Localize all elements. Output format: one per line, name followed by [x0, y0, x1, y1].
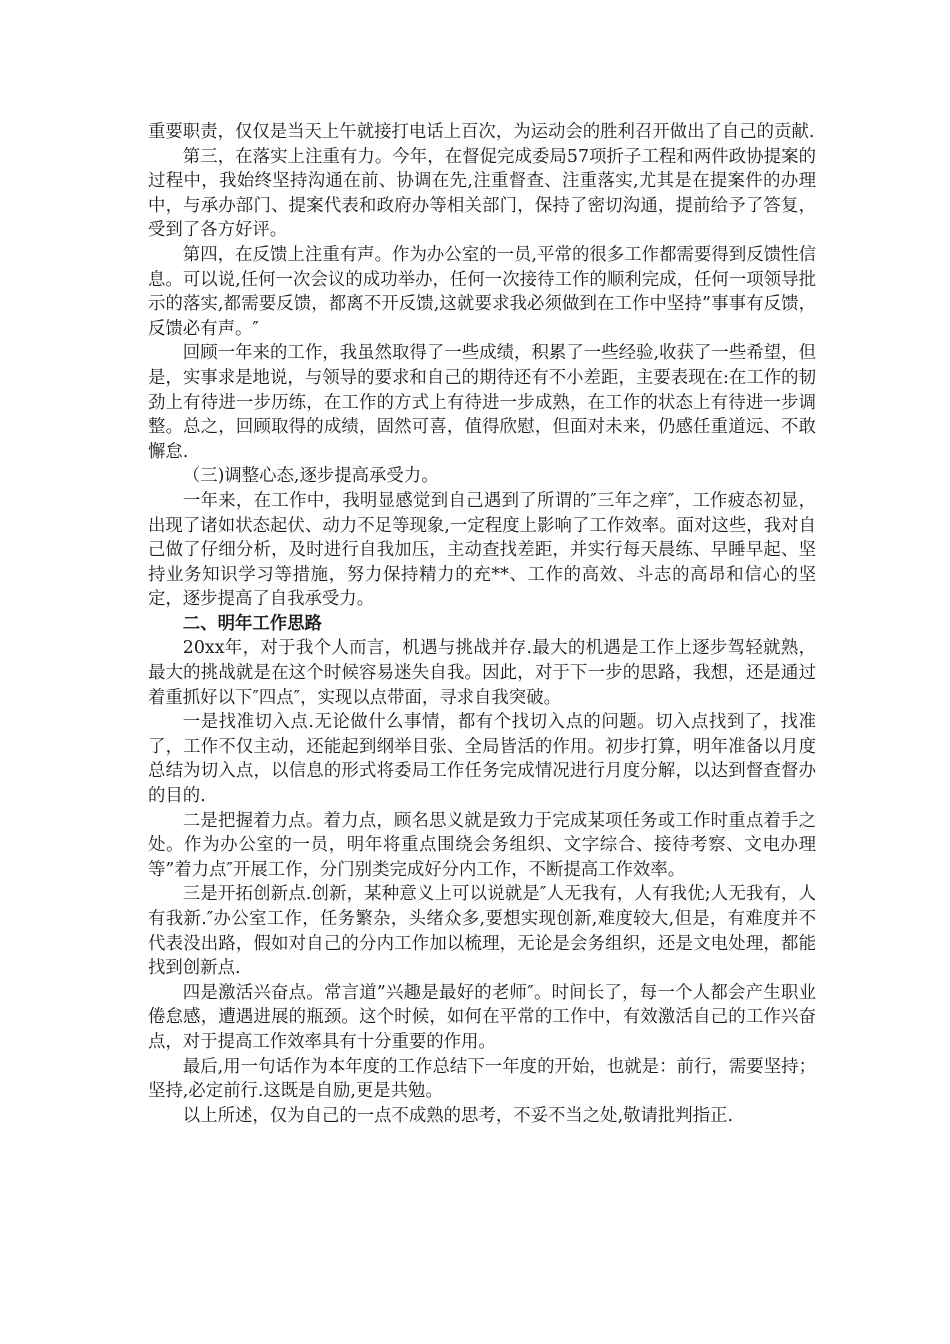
document-page [148, 120, 816, 1128]
paragraph-entry-point: 一是找准切入点.无论做什么事情，都有个找切入点的问题。切入点找到了，找准了，工作不仅主动，还能起到纲举目张、全局皆活的作用。初步打算，明年准备以月度总结为切入点，以信息的形式将委局工作任务完成情况进行月度分解，以达到督查督办的目的. [148, 712, 816, 807]
paragraph-innovation-point: 三是开拓创新点.创新，某种意义上可以说就是″人无我有，人有我优;人无我有，人有我新.″办公室工作，任务繁杂，头绪众多,要想实现创新,难度较大,但是，有难度并不代表没出路，假如对自己的分内工作加以梳理，无论是会务组织，还是文电处理，都能找到创新点. [148, 884, 816, 979]
paragraph-focus-point: 二是把握着力点。着力点，顾名思义就是致力于完成某项任务或工作时重点着手之处。作为办公室的一员，明年将重点围绕会务组织、文字综合、接待考察、文电办理等”着力点″开展工作，分门别类完成好分内工作，不断提高工作效率。 [148, 810, 816, 880]
paragraph-review: 回顾一年来的工作，我虽然取得了一些成绩，积累了一些经验,收获了一些希望，但是，实事求是地说，与领导的要求和自己的期待还有不小差距，主要表现在:在工作的韧劲上有待进一步历练，在工作的方式上有待进一步成熟，在工作的状态上有待进一步调整。总之，回顾取得的成绩，固然可喜，值得欣慰，但面对未来，仍感任重道远、不敢懈怠. [148, 343, 816, 462]
paragraph-continued: 重要职责，仅仅是当天上午就接打电话上百次，为运动会的胜利召开做出了自己的贡献. [148, 122, 815, 142]
paragraph-excitement-point: 四是激活兴奋点。常言道”兴趣是最好的老师″。时间长了，每一个人都会产生职业倦怠感，遭遇进展的瓶颈。这个时候，如何在平常的工作中，有效激活自己的工作兴奋点，对于提高工作效率具有十分重要的作用。 [148, 982, 816, 1052]
subheading-adjust-mindset: （三)调整心态,逐步提高承受力。 [182, 466, 439, 487]
paragraph-fourth-point: 第四，在反馈上注重有声。作为办公室的一员,平常的很多工作都需要得到反馈性信息。可以说,任何一次会议的成功举办，任何一次接待工作的顺利完成，任何一项领导批示的落实,都需要反馈，都离不开反馈,这就要求我必须做到在工作中坚持”事事有反馈，反馈必有声。″ [148, 244, 816, 339]
section-heading: 二、明年工作思路 [182, 613, 322, 634]
paragraph-third-point: 第三，在落实上注重有力。今年，在督促完成委局57项折子工程和两件政协提案的过程中，我始终坚持沟通在前、协调在先,注重督查、注重落实,尤其是在提案件的办理中，与承办部门、提案代表和政府办等相关部门，保持了密切沟通，提前给予了答复，受到了各方好评。 [148, 146, 816, 241]
paragraph-closing: 以上所述，仅为自己的一点不成熟的思考，不妥不当之处,敬请批判指正. [182, 1105, 733, 1126]
paragraph-conclusion: 最后,用一句话作为本年度的工作总结下一年度的开始，也就是：前行，需要坚持；坚持,必定前行.这既是自励,更是共勉。 [148, 1056, 816, 1102]
paragraph-mindset: 一年来，在工作中，我明显感觉到自己遇到了所谓的″三年之痒″，工作疲态初显，出现了诸如状态起伏、动力不足等现象,一定程度上影响了工作效率。面对这些，我对自己做了仔细分析，及时进行自我加压，主动查找差距，并实行每天晨练、早睡早起、坚持业务知识学习等措施，努力保持精力的充**、工作的高效、斗志的高昂和信心的坚定，逐步提高了自我承受力。 [148, 490, 816, 610]
paragraph-next-year-intro: 20xx年，对于我个人而言，机遇与挑战并存.最大的机遇是工作上逐步驾轻就熟，最大的挑战就是在这个时候容易迷失自我。因此，对于下一步的思路，我想，还是通过着重抓好以下″四点″，实现以点带面，寻求自我突破。 [148, 638, 816, 708]
